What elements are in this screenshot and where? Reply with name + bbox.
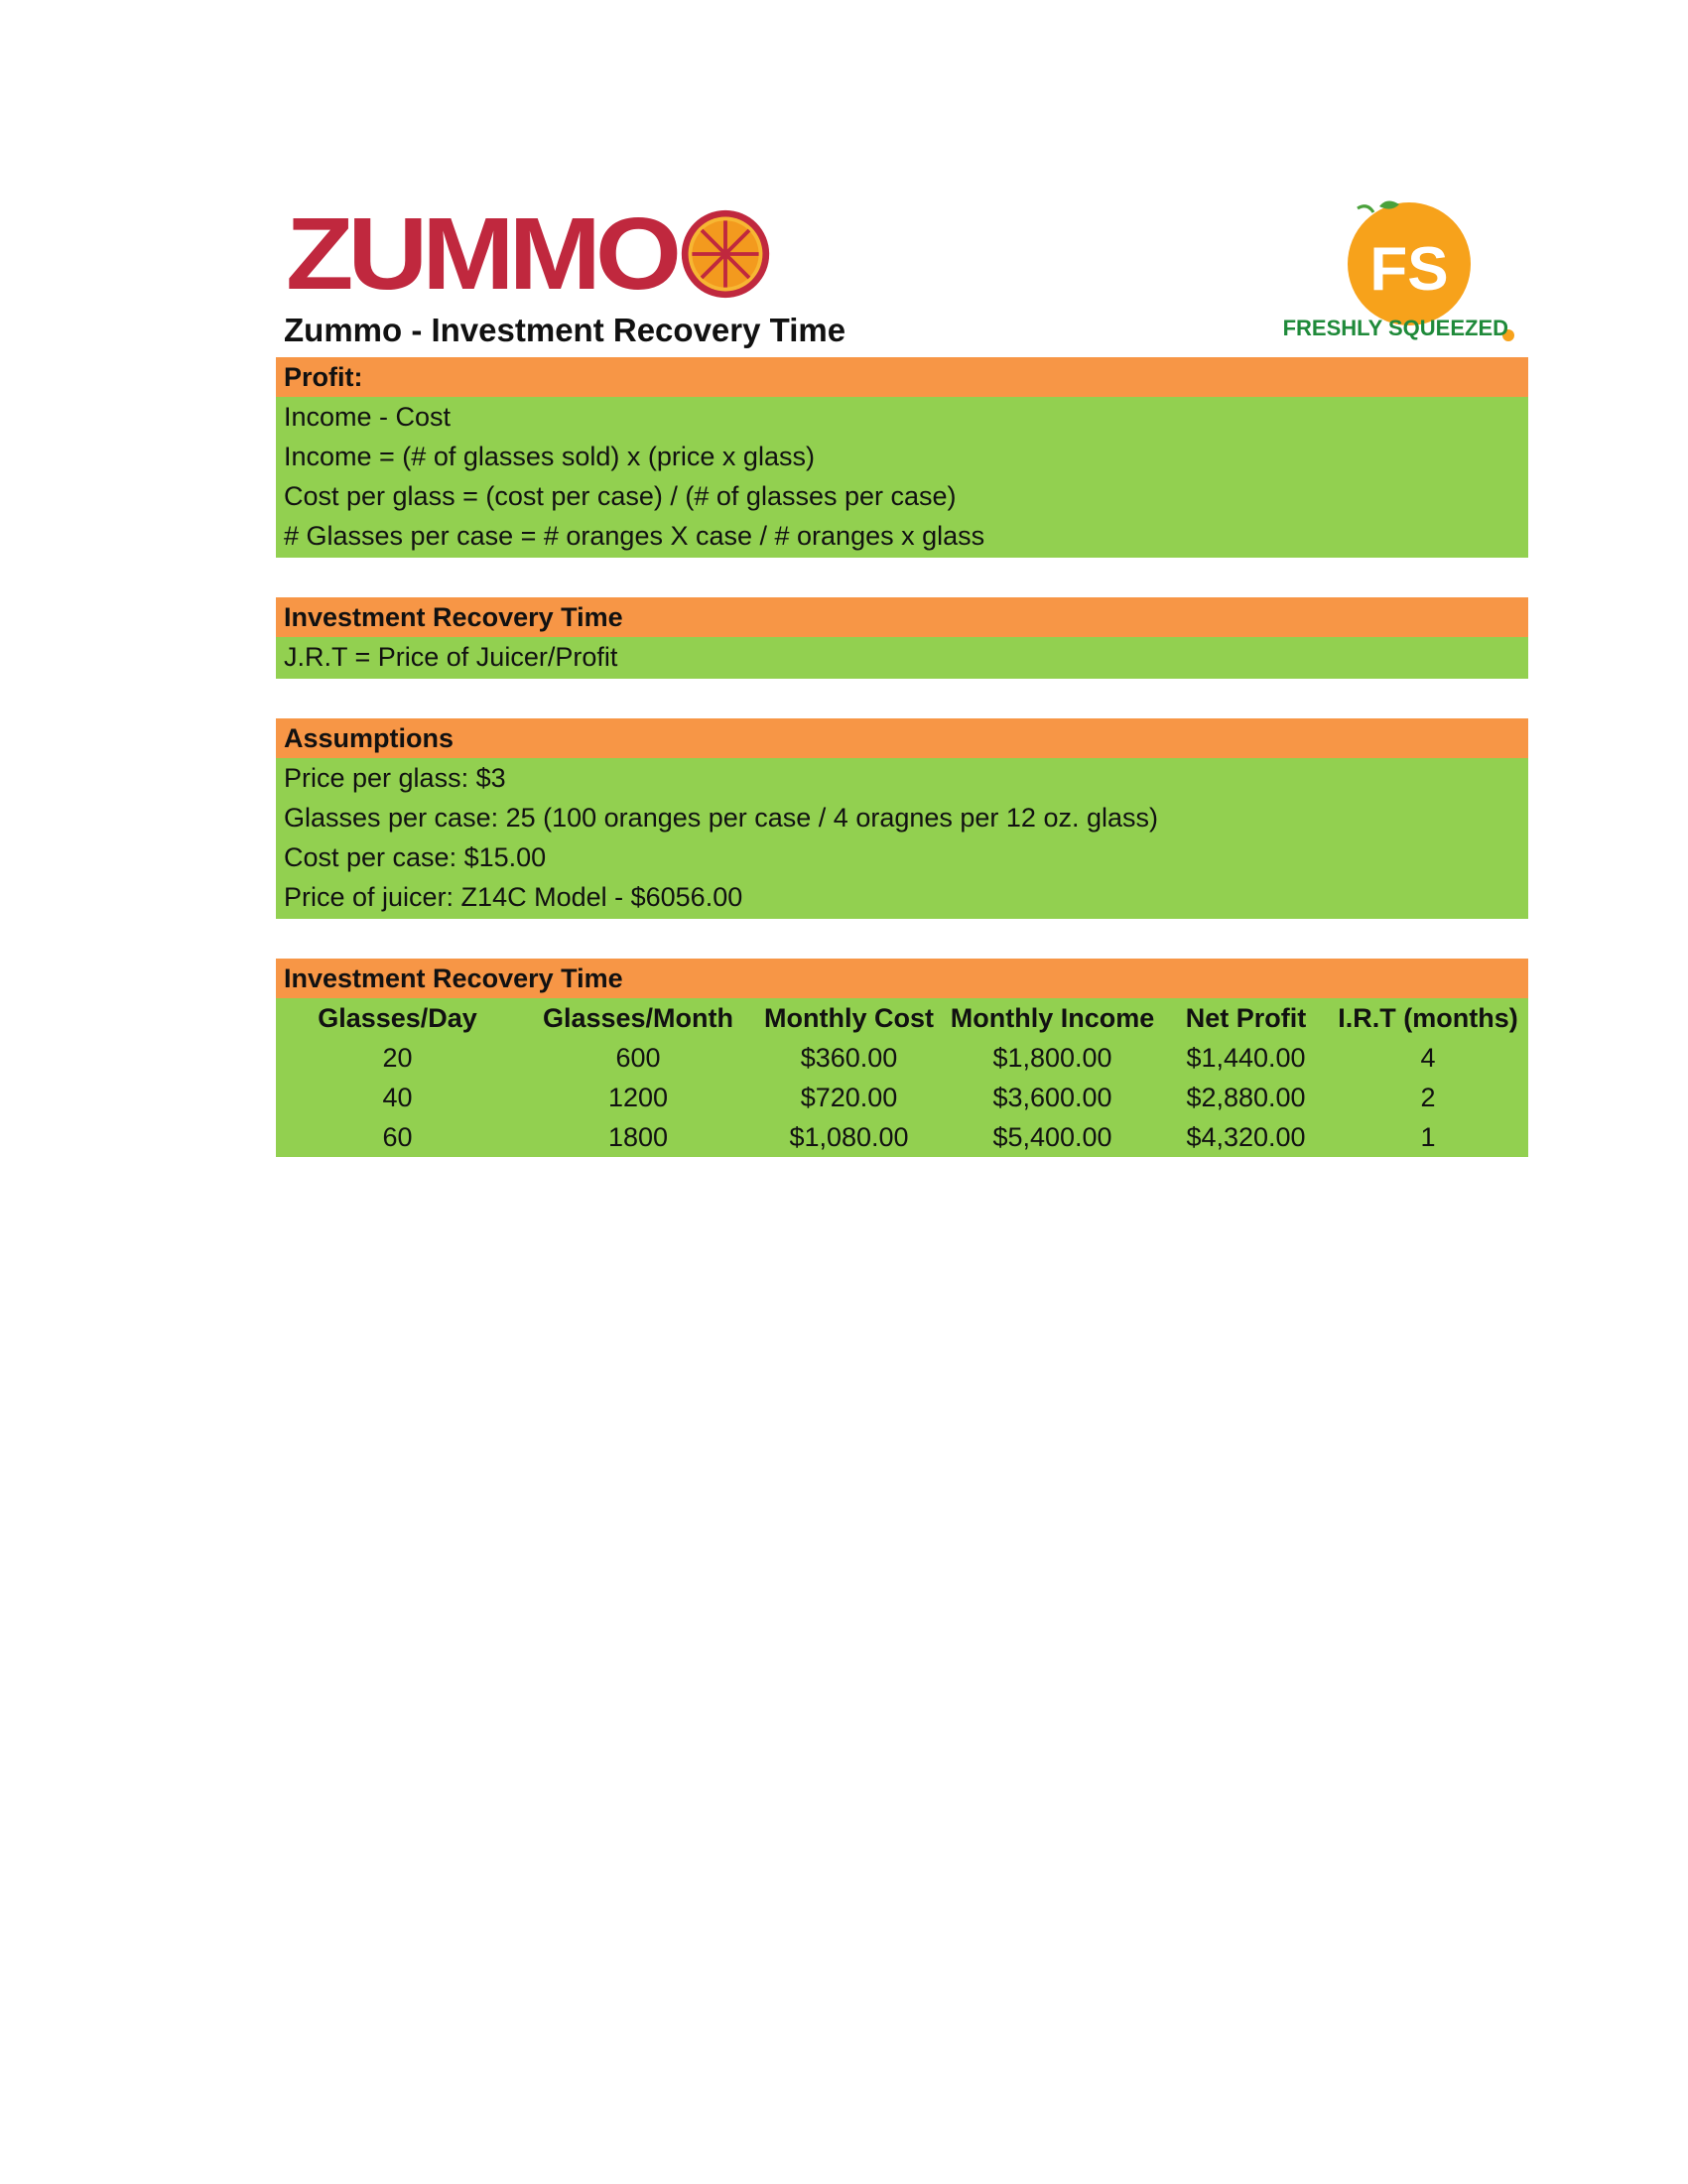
assumptions-heading: Assumptions [276,718,1528,758]
profit-body [276,397,1528,558]
table-row [276,1117,1528,1157]
column-header: Net Profit [1185,1002,1307,1033]
assumption-line: Price of juicer: Z14C Model - $6056.00 [284,882,743,912]
table-cell: $1,800.00 [992,1042,1112,1073]
table-row [276,1038,1528,1078]
assumption-line: Glasses per case: 25 (100 oranges per case / 4 oragnes per 12 oz. glass) [284,803,1158,833]
column-header: Monthly Cost [764,1002,934,1033]
table-cell: 1200 [607,1082,669,1112]
irt-formula-heading: Investment Recovery Time [276,597,1528,637]
profit-line: # Glasses per case = # oranges X case / # oranges x glass [284,521,985,551]
assumption-line: Cost per case: $15.00 [284,842,547,872]
table-cell: $720.00 [800,1082,898,1112]
table-cell: $4,320.00 [1186,1121,1306,1152]
table-cell: 40 [382,1082,413,1112]
orange-slice-icon [678,206,773,302]
assumptions-body [276,758,1528,919]
irt-table [276,998,1528,1157]
table-cell: 2 [1420,1082,1436,1112]
fs-initials: FS [1369,235,1449,304]
table-cell: $1,440.00 [1186,1042,1306,1073]
table-cell: 1 [1420,1121,1436,1152]
table-cell: 4 [1420,1042,1436,1073]
table-cell: 20 [382,1042,413,1073]
table-cell: $5,400.00 [992,1121,1112,1152]
table-cell: 60 [382,1121,413,1152]
column-header: Glasses/Month [542,1002,734,1033]
profit-line: Cost per glass = (cost per case) / (# of glasses per case) [284,481,957,511]
assumption-line: Price per glass: $3 [284,763,506,793]
profit-line: Income - Cost [284,402,452,432]
header [276,189,1528,357]
table-header-row [276,998,1528,1038]
column-header: I.R.T (months) [1338,1002,1518,1033]
irt-formula-line: J.R.T = Price of Juicer/Profit [284,642,618,672]
profit-line: Income = (# of glasses sold) x (price x glass) [284,442,815,471]
freshly-squeezed-text: FRESHLY SQUEEZED [1282,316,1508,340]
table-cell: $2,880.00 [1186,1082,1306,1112]
table-cell: $360.00 [800,1042,898,1073]
table-cell: 1800 [607,1121,669,1152]
zummo-logo [286,196,773,312]
table-cell: $3,600.00 [992,1082,1112,1112]
column-header: Monthly Income [950,1002,1155,1033]
zummo-logo-text: ZUMMO [286,196,677,312]
irt-table-heading: Investment Recovery Time [276,959,1528,998]
table-cell: 600 [615,1042,661,1073]
page-title: Zummo - Investment Recovery Time [284,312,846,348]
table-cell: $1,080.00 [789,1121,909,1152]
column-header: Glasses/Day [318,1002,477,1033]
profit-heading: Profit: [276,357,1528,397]
document-page [276,189,1528,1157]
irt-formula-body [276,637,1528,679]
table-row [276,1078,1528,1117]
